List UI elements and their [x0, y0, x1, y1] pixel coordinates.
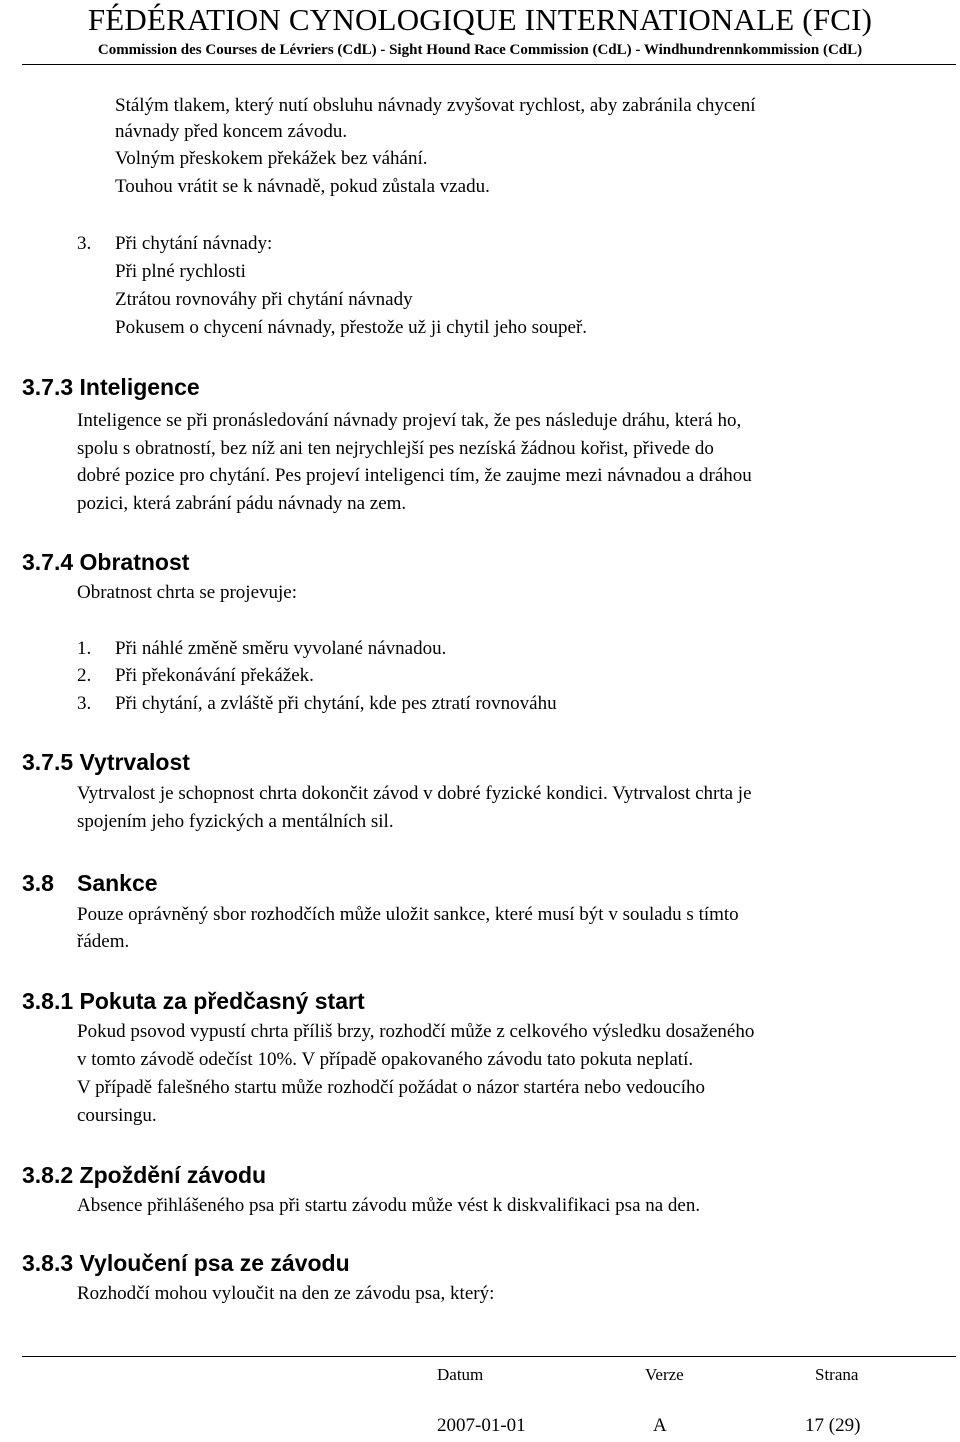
paragraph-line: Inteligence se při pronásledování návnady projeví tak, že pes následuje dráhu, která ho,: [77, 410, 742, 431]
paragraph-line: Obratnost chrta se projevuje:: [77, 582, 298, 603]
paragraph-line: pozici, která zabrání pádu návnady na zem.: [77, 493, 407, 514]
section-heading-3-7-4: 3.7.4 Obratnost: [22, 549, 190, 575]
item-number: 3.: [77, 233, 92, 254]
list-text: Při překonávání překážek.: [115, 665, 314, 686]
footer-strana-value: 17 (29): [805, 1415, 861, 1436]
paragraph-line: řádem.: [77, 931, 130, 952]
section-heading-3-8-2: 3.8.2 Zpoždění závodu: [22, 1162, 267, 1188]
intro-line: Touhou vrátit se k návnadě, pokud zůstala vzadu.: [115, 176, 490, 197]
section-heading-3-7-3: 3.7.3 Inteligence: [22, 374, 200, 400]
item-line: Ztrátou rovnováhy při chytání návnady: [115, 289, 413, 310]
section-heading-3-8-3: 3.8.3 Vyloučení psa ze závodu: [22, 1250, 350, 1276]
document-subtitle: Commission des Courses de Lévriers (CdL) - Sight Hound Race Commission (CdL) - Windhundrennkommission (CdL): [97, 42, 863, 58]
paragraph-line: V případě falešného startu může rozhodčí požádat o názor startéra nebo vedoucího: [77, 1077, 705, 1098]
footer-verze-label: Verze: [645, 1365, 684, 1384]
list-item: [77, 663, 314, 689]
footer-rule: [22, 1356, 956, 1357]
list-text: Při náhlé změně směru vyvolané návnadou.: [115, 638, 447, 659]
paragraph-line: Vytrvalost je schopnost chrta dokončit závod v dobré fyzické kondici. Vytrvalost chrta je: [77, 783, 752, 804]
footer-strana-label: Strana: [815, 1365, 859, 1384]
paragraph-line: coursingu.: [77, 1105, 157, 1126]
intro-line: návnady před koncem závodu.: [115, 121, 348, 142]
paragraph-line: spojením jeho fyzických a mentálních sil.: [77, 811, 394, 832]
item-title: Při chytání návnady:: [115, 233, 273, 254]
section-heading-3-8-1: 3.8.1 Pokuta za předčasný start: [22, 988, 365, 1014]
list-number: 1.: [77, 638, 92, 659]
list-item: [77, 636, 446, 662]
section-heading-3-7-5: 3.7.5 Vytrvalost: [22, 749, 190, 775]
list-text: Při chytání, a zvláště při chytání, kde pes ztratí rovnováhu: [115, 693, 557, 714]
paragraph-line: Pouze oprávněný sbor rozhodčích může uložit sankce, které musí být v souladu s tímto: [77, 904, 739, 925]
header-rule: [22, 64, 956, 65]
footer-datum-label: Datum: [437, 1365, 484, 1384]
footer-verze-value: A: [653, 1415, 667, 1436]
paragraph-line: dobré pozice pro chytání. Pes projeví inteligenci tím, že zaujme mezi návnadou a dráhou: [77, 465, 752, 486]
section-number-3-8: 3.8: [22, 870, 54, 896]
document-title: FÉDÉRATION CYNOLOGIQUE INTERNATIONALE (FCI): [87, 2, 873, 37]
paragraph-line: v tomto závodě odečíst 10%. V případě opakovaného závodu tato pokuta neplatí.: [77, 1049, 694, 1070]
item-line: Pokusem o chycení návnady, přestože už ji chytil jeho soupeř.: [115, 317, 588, 338]
intro-line: Volným přeskokem překážek bez váhání.: [115, 148, 428, 169]
paragraph-line: Pokud psovod vypustí chrta příliš brzy, rozhodčí může z celkového výsledku dosaženého: [77, 1021, 755, 1042]
list-item: [77, 691, 557, 717]
footer-datum-value: 2007-01-01: [437, 1415, 526, 1436]
paragraph-line: Rozhodčí mohou vyloučit na den ze závodu psa, který:: [77, 1283, 495, 1304]
paragraph-line: Absence přihlášeného psa při startu závodu může vést k diskvalifikaci psa na den.: [77, 1195, 701, 1216]
item-line: Při plné rychlosti: [115, 261, 246, 282]
list-number: 3.: [77, 693, 92, 714]
intro-line: Stálým tlakem, který nutí obsluhu návnady zvyšovat rychlost, aby zabránila chycení: [115, 95, 756, 116]
paragraph-line: spolu s obratností, bez níž ani ten nejrychlejší pes nezíská žádnou kořist, přivede do: [77, 438, 714, 459]
section-heading-3-8: Sankce: [77, 870, 158, 896]
list-number: 2.: [77, 665, 92, 686]
